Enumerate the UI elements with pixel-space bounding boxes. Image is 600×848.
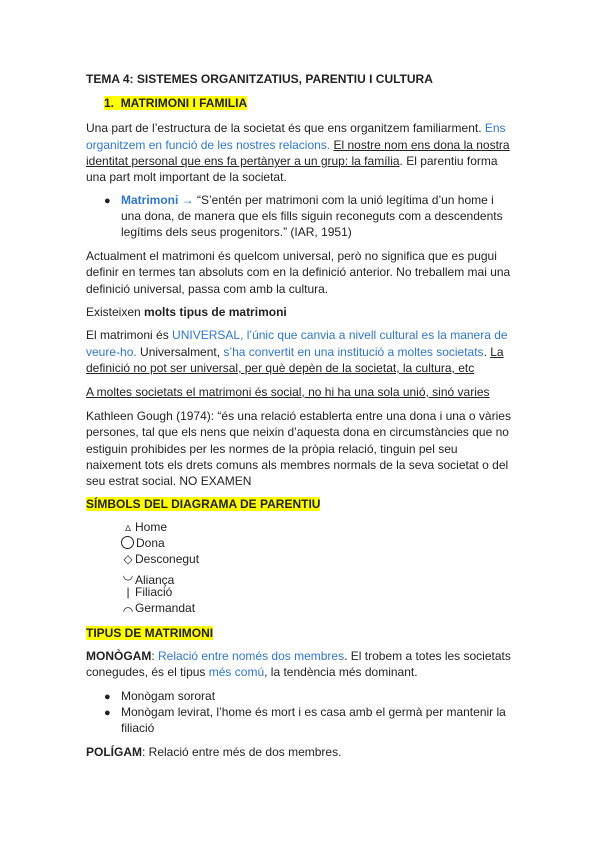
bullet-icon: ● [104,691,111,703]
bullet-line: Matrimoni → “S’entén per matrimoni com la unió legítima d’un home i [121,193,494,207]
diamond-icon: ◇ [123,552,133,566]
paragraph-line: organitzem en funció de les nostres relacions. El nostre nom ens dona la nostra [86,138,510,152]
circle-icon [121,536,134,549]
symbol-item-desconegut: ◇ Desconegut [121,552,199,566]
bullet-icon: ● [104,195,111,207]
symbol-item-filiacio: | Filiació [121,585,172,599]
symbol-item-dona: Dona [121,536,165,550]
paragraph-line: definició universal, passa com amb la cultura. [86,282,329,296]
paragraph-line: definició no pot ser universal, per què depèn de la societat, la cultura, etc [86,361,475,375]
section-heading-matrimoni: 1. MATRIMONI I FAMILIA [104,96,248,110]
upper-arc-icon: ◠ [122,604,134,618]
paragraph-line: seu estrat social. NO EXAMEN [86,474,252,488]
bullet-icon: ● [104,707,111,719]
section-heading-types: TIPUS DE MATRIMONI [86,626,214,640]
paragraph-line: conegudes, és el tipus més comú, la tendència més dominant. [86,665,418,679]
paragraph-line: persones, tal que els nens que neixin d’aquesta dona en circumstàncies que no [86,425,509,439]
paragraph-line: POLÍGAM: Relació entre més de dos membres. [86,745,342,759]
bullet-line: filiació [121,721,155,735]
bullet-line: Monògam levirat, l’home és mort i es casa amb el germà per mantenir la [121,705,506,719]
bullet-line: Monògam sororat [121,689,216,703]
vertical-line-icon: | [126,585,130,599]
lower-arc-icon: ◡ [122,568,134,582]
paragraph-line: una part molt important de la societat. [86,170,287,184]
paragraph-line: estiguin prohibides per les normes de la pròpia relació, tinguin pel seu [86,442,458,456]
paragraph-line: Una part de l’estructura de la societat és que ens organitzem familiarment. Ens [86,121,506,135]
document-title: TEMA 4: SISTEMES ORGANITZATIUS, PARENTIU I CULTURA [86,72,433,86]
paragraph-line: identitat personal que ens fa pertànyer a un grup: la família. El parentiu forma [86,154,498,168]
paragraph-line: Existeixen molts tipus de matrimoni [86,305,287,319]
paragraph-line: veure-ho. Universalment, s’ha convertit en una institució a moltes societats. La [86,345,504,359]
paragraph-line: Actualment el matrimoni és quelcom universal, però no significa que es pugui [86,249,497,263]
paragraph-line: definir en termes tan absoluts com en la definició anterior. No treballem mai una [86,265,511,279]
symbol-item-home: ▵ Home [121,520,167,534]
paragraph-line: El matrimoni és UNIVERSAL, l’únic que canvia a nivell cultural es la manera de [86,328,508,342]
symbol-item-germandat: ◠ Germandat [122,601,196,618]
section-heading-symbols: SÍMBOLS DEL DIAGRAMA DE PARENTIU [86,497,321,511]
triangle-icon: ▵ [124,520,132,534]
bullet-line: una dona, de manera que els fills siguin reconeguts com a descendents [121,209,503,223]
bullet-line: legítims dels seus progenitors.” (IAR, 1951) [121,225,352,239]
symbol-item-alianca: ◡ Aliança [122,568,175,587]
paragraph-line: Kathleen Gough (1974): “és una relació establerta entre una dona i una o vàries [86,409,511,423]
paragraph-line: naixement tots els drets comuns als membres normals de la seva societat o del [86,458,509,472]
paragraph-line: MONÒGAM: Relació entre només dos membres. El trobem a totes les societats [86,649,511,663]
paragraph-line: A moltes societats el matrimoni és social, no hi ha una sola unió, sinó varies [86,385,490,399]
